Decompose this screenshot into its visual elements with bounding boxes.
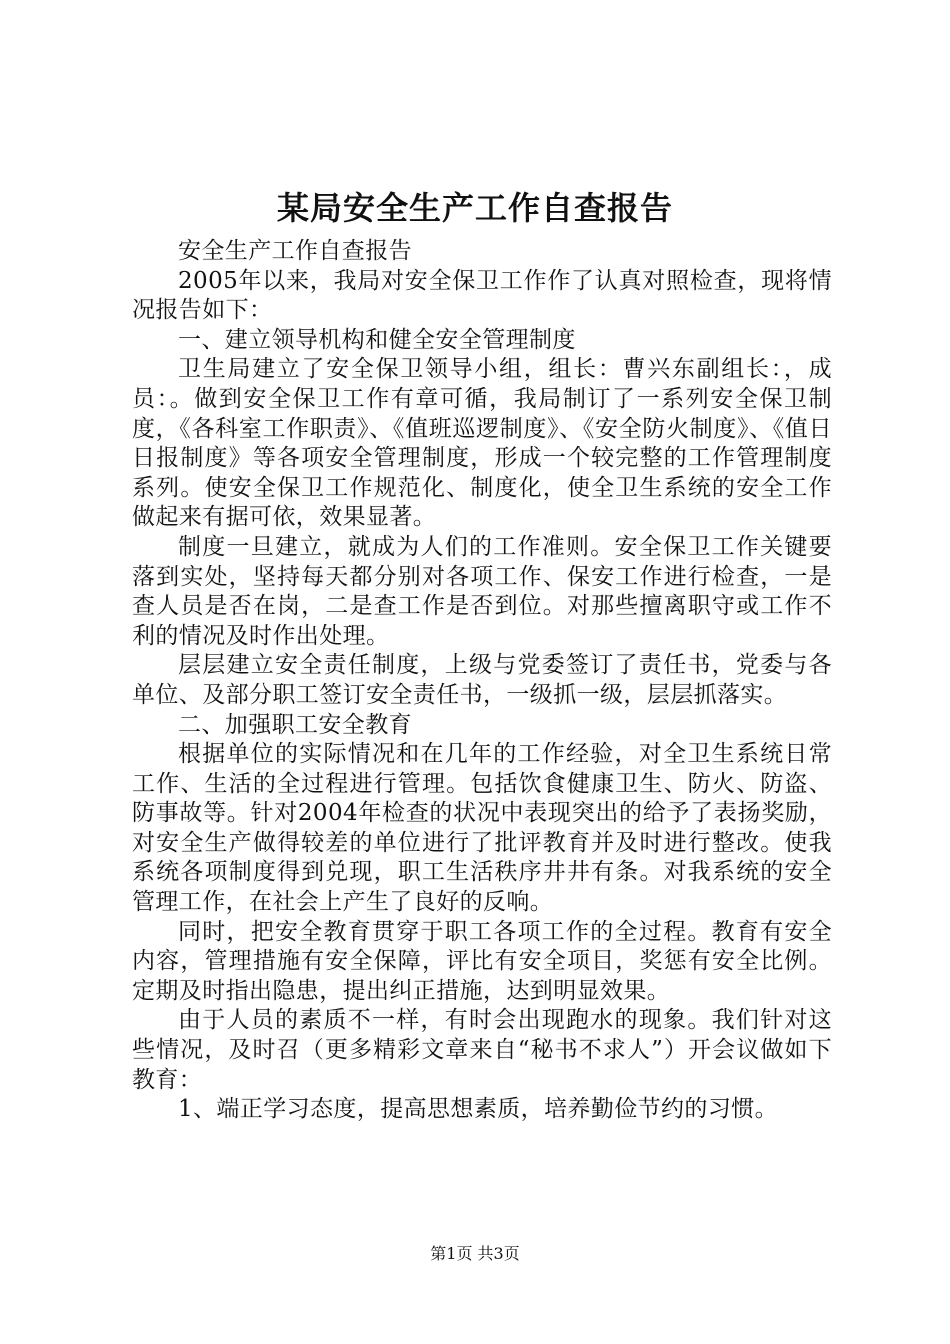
paragraph: 制度一旦建立，就成为人们的工作准则。安全保卫工作关键要落到实处，坚持每天都分别对各项工作、保安工作进行检查，一是查人员是否在岗，二是查工作是否到位。对那些擅离职守或工作不利的情况及时作出处理。 (132, 533, 832, 649)
paragraph: 卫生局建立了安全保卫领导小组，组长：曹兴东副组长：，成员：。做到安全保卫工作有章可循，我局制订了一系列安全保卫制度，《各科室工作职责》、《值班巡逻制度》、《安全防火制度》、《值日日报制度》等各项安全管理制度，形成一个较完整的工作管理制度系列。使安全保卫工作规范化、制度化，使全卫生系统的安全工作做起来有据可依，效果显著。 (132, 356, 832, 531)
paragraph-intro: 2005年以来，我局对安全保卫工作作了认真对照检查，现将情况报告如下： (132, 267, 832, 324)
paragraph: 同时，把安全教育贯穿于职工各项工作的全过程。教育有安全内容，管理措施有安全保障，评比有安全项目，奖惩有安全比例。定期及时指出隐患，提出纠正措施，达到明显效果。 (132, 918, 832, 1004)
section-heading-2: 二、加强职工安全教育 (178, 711, 412, 738)
section-heading-1: 一、建立领导机构和健全安全管理制度 (178, 326, 576, 353)
paragraph: 层层建立安全责任制度，上级与党委签订了责任书，党委与各单位、及部分职工签订安全责任书，一级抓一级，层层抓落实。 (132, 652, 832, 708)
paragraph-subtitle: 安全生产工作自查报告 (178, 238, 412, 264)
document-body (132, 237, 832, 1125)
paragraph: 由于人员的素质不一样，有时会出现跑水的现象。我们针对这些情况，及时召（更多精彩文章来自“秘书不求人”）开会议做如下教育： (132, 1007, 832, 1093)
document-title: 某局安全生产工作自查报告 (276, 189, 673, 227)
list-item: 1、端正学习态度，提高思想素质，培养勤俭节约的习惯。 (178, 1096, 779, 1123)
paragraph: 根据单位的实际情况和在几年的工作经验，对全卫生系统日常工作、生活的全过程进行管理。包括饮食健康卫生、防火、防盗、防事故等。针对2004年检查的状况中表现突出的给予了表扬奖励，对安全生产做得较差的单位进行了批评教育并及时进行整改。使我系统各项制度得到兑现，职工生活秩序井井有条。对我系统的安全管理工作，在社会上产生了良好的反响。 (132, 741, 832, 916)
page-number-footer: 第1页 共3页 (430, 1244, 520, 1263)
